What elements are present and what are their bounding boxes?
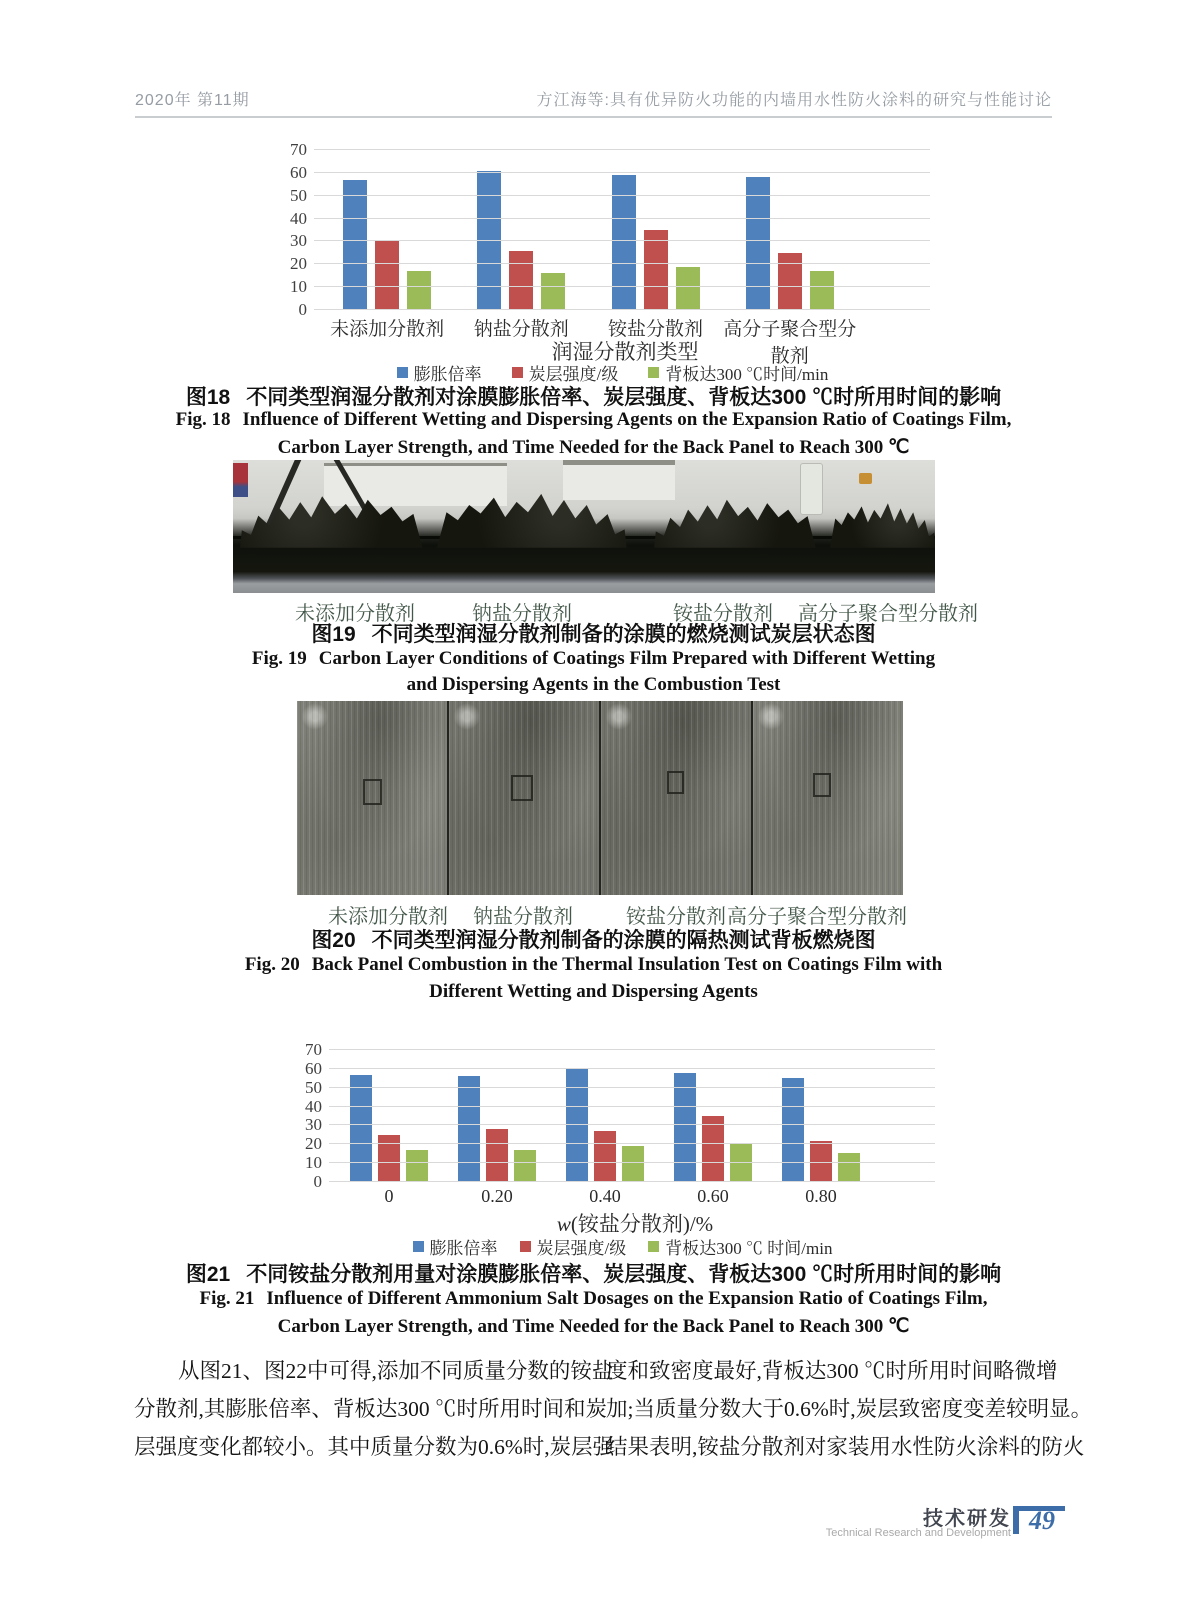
issue-label: 2020年 第11期	[135, 92, 250, 109]
bar	[622, 1146, 644, 1182]
legend-label: 背板达300 ℃时间/min	[665, 365, 829, 384]
lab-equipment-shape	[563, 460, 675, 500]
figure18-zh-title: 不同类型润湿分散剂对涂膜膨胀倍率、炭层强度、背板达300 ℃时所用时间的影响	[246, 386, 1002, 409]
figure21-en-label: Fig. 21	[199, 1288, 255, 1309]
sample-label: 高分子聚合型分散剂	[727, 906, 907, 928]
y-axis-tick-labels	[300, 1040, 328, 1191]
legend-label: 膨胀倍率	[413, 365, 482, 384]
figure21-en-line1: Influence of Different Ammonium Salt Dosages on the Expansion Ratio of Coatings Film,	[266, 1288, 988, 1309]
figure19-en-label: Fig. 19	[251, 648, 307, 669]
bar	[676, 267, 700, 310]
gridline	[314, 263, 930, 264]
figure18-caption-zh	[0, 381, 1187, 411]
figure18-caption-en2: Carbon Layer Strength, and Time Needed for the Back Panel to Reach 300 ℃	[277, 437, 910, 458]
bar	[594, 1131, 616, 1182]
y-tick-label: 60	[305, 1058, 322, 1078]
figure20-zh-title: 不同类型润湿分散剂制备的涂膜的隔热测试背板燃烧图	[371, 929, 876, 952]
legend-label: 膨胀倍率	[429, 1239, 498, 1258]
y-tick-label: 40	[305, 1096, 322, 1116]
figure19-zh-title: 不同类型润湿分散剂制备的涂膜的燃烧测试炭层状态图	[371, 623, 876, 646]
bottle-shape	[800, 463, 823, 516]
figure20-zh-label: 图20	[311, 929, 356, 952]
legend-swatch	[397, 367, 408, 378]
bar	[778, 253, 802, 310]
gridline	[314, 218, 930, 219]
gridline	[314, 309, 930, 310]
char-layer-sample	[654, 493, 815, 548]
bar	[838, 1153, 860, 1182]
figure19-caption-en2: and Dispersing Agents in the Combustion Test	[406, 674, 781, 695]
gridline	[329, 1143, 935, 1144]
legend-label: 炭层强度/级	[536, 1239, 627, 1258]
legend-swatch	[512, 367, 523, 378]
legend-label: 炭层强度/级	[528, 365, 619, 384]
bar	[782, 1078, 804, 1182]
chart-plot-area	[335, 1050, 935, 1182]
figure18-en-line1: Influence of Different Wetting and Dispersing Agents on the Expansion Ratio of Coatings Film,	[242, 409, 1012, 430]
y-tick-label: 0	[313, 1172, 322, 1191]
red-canister-shape	[233, 463, 248, 497]
figure20-en-label: Fig. 20	[244, 954, 300, 975]
bar	[810, 271, 834, 310]
gridline	[329, 1181, 935, 1182]
y-tick-label: 30	[290, 231, 307, 251]
bar	[514, 1150, 536, 1182]
x-tick-label: 未添加分散剂	[330, 319, 445, 340]
y-tick-label: 50	[305, 1077, 322, 1097]
bar	[674, 1073, 696, 1182]
y-tick-label: 40	[290, 208, 307, 228]
bar	[378, 1135, 400, 1182]
sample-mark	[363, 779, 382, 805]
figure18-zh-label: 图18	[185, 386, 231, 409]
figure21-caption-en1	[0, 1288, 1187, 1310]
char-layer-sample	[830, 497, 935, 548]
legend-swatch	[520, 1241, 531, 1252]
section-name-zh: 技术研发	[923, 1508, 1011, 1530]
gridline	[314, 149, 930, 150]
x-axis-title: w(铵盐分散剂)/%	[556, 1212, 714, 1236]
legend-item	[520, 1234, 627, 1259]
x-tick-label: 高分子聚合型分散剂	[723, 319, 857, 367]
figure19-en-line1: Carbon Layer Conditions of Coatings Film Prepared with Different Wetting	[318, 648, 936, 669]
page-footer	[0, 1494, 1187, 1554]
figure19-sample-labels	[233, 597, 978, 625]
back-panel-photo	[449, 701, 599, 895]
body-line: 从图21、图22中可得,添加不同质量分数的铵盐	[178, 1359, 614, 1383]
body-line: 层强度变化都较小。其中质量分数为0.6%时,炭层强	[134, 1435, 615, 1459]
gridline	[329, 1087, 935, 1088]
figure19-caption-zh	[0, 618, 1187, 648]
bar	[343, 180, 367, 310]
bar	[407, 271, 431, 310]
body-line: 加;当质量分数大于0.6%时,炭层致密度变差较明显。	[606, 1397, 1093, 1421]
body-text-left-column	[134, 1352, 615, 1466]
bar	[458, 1076, 480, 1182]
x-tick-label: 0.80	[805, 1186, 837, 1206]
x-tick-label: 0.40	[589, 1186, 621, 1206]
back-panel-photo	[601, 701, 751, 895]
orange-cap-shape	[859, 473, 872, 484]
bar	[541, 273, 565, 310]
bar	[644, 230, 668, 310]
figure19-caption-en1	[0, 648, 1187, 670]
section-name-en: Technical Research and Development	[825, 1527, 1011, 1539]
sample-label: 钠盐分散剂	[472, 603, 572, 625]
y-tick-label: 20	[290, 254, 307, 274]
y-tick-label: 50	[290, 185, 307, 205]
x-tick-label: 0.20	[481, 1186, 513, 1206]
y-tick-label: 30	[305, 1115, 322, 1135]
y-tick-label: 10	[290, 277, 307, 297]
legend-item	[648, 1234, 832, 1259]
figure21-caption-en2: Carbon Layer Strength, and Time Needed for the Back Panel to Reach 300 ℃	[277, 1316, 910, 1337]
legend-label: 背板达300 ℃ 时间/min	[665, 1239, 833, 1258]
gridline	[314, 172, 930, 173]
gridline	[329, 1068, 935, 1069]
chart-plot-area	[320, 150, 930, 310]
chart-legend	[300, 1234, 945, 1259]
gridline	[329, 1106, 935, 1107]
bar	[702, 1116, 724, 1182]
page-header	[135, 84, 1052, 118]
legend-swatch	[648, 1241, 659, 1252]
page-number: 49	[1029, 1506, 1055, 1535]
gridline	[314, 195, 930, 196]
y-tick-label: 20	[305, 1134, 322, 1154]
sample-label: 高分子聚合型分散剂	[798, 603, 978, 625]
sample-mark	[511, 775, 533, 801]
bar	[509, 251, 533, 310]
bar	[486, 1129, 508, 1182]
figure21-zh-title: 不同铵盐分散剂用量对涂膜膨胀倍率、炭层强度、背板达300 ℃时所用时间的影响	[246, 1263, 1002, 1286]
figure20-caption-en1	[0, 954, 1187, 976]
gridline	[329, 1049, 935, 1050]
figure18-bar-chart	[285, 142, 940, 382]
figure20-en-line1: Back Panel Combustion in the Thermal Insulation Test on Coatings Film with	[311, 954, 943, 975]
bar	[375, 241, 399, 310]
legend-swatch	[648, 367, 659, 378]
sample-mark	[813, 773, 831, 797]
body-line: 度和致密度最好,背板达300 ℃时所用时间略微增	[606, 1359, 1058, 1383]
x-axis-tick-labels	[335, 1186, 935, 1207]
figure20-photo	[297, 701, 903, 895]
figure21-zh-label: 图21	[185, 1263, 231, 1286]
legend-swatch	[413, 1241, 424, 1252]
x-axis-title: 润湿分散剂类型	[551, 340, 699, 364]
figure20-caption-zh	[0, 924, 1187, 954]
running-title: 方江海等:具有优异防火功能的内墙用水性防火涂料的研究与性能讨论	[536, 92, 1052, 109]
y-tick-label: 70	[290, 140, 307, 159]
body-line: 结果表明,铵盐分散剂对家装用水性防火涂料的防火	[606, 1435, 1085, 1459]
figure20-sample-labels	[233, 900, 953, 928]
sample-label: 铵盐分散剂	[626, 906, 726, 928]
x-tick-label: 铵盐分散剂	[608, 319, 704, 340]
gridline	[314, 240, 930, 241]
body-line: 分散剂,其膨胀倍率、背板达300 ℃时所用时间和炭	[134, 1397, 608, 1421]
legend-item	[413, 1234, 498, 1259]
sample-label: 钠盐分散剂	[473, 906, 573, 928]
figure21-caption-zh	[0, 1258, 1187, 1288]
y-tick-label: 60	[290, 162, 307, 182]
sample-label: 未添加分散剂	[328, 906, 448, 928]
x-tick-row	[335, 1186, 875, 1207]
y-tick-label: 10	[305, 1153, 322, 1173]
body-text-right-column	[606, 1352, 1093, 1466]
sample-label: 未添加分散剂	[295, 603, 415, 625]
x-tick-label: 0.60	[697, 1186, 729, 1206]
figure20-caption-en2: Different Wetting and Dispersing Agents	[429, 981, 758, 1002]
sample-mark	[667, 771, 684, 794]
figure21-bar-chart	[300, 1042, 945, 1257]
y-tick-label: 0	[298, 300, 307, 319]
figure18-caption-en1	[0, 409, 1187, 431]
bar	[350, 1075, 372, 1182]
gridline	[329, 1162, 935, 1163]
x-tick-label: 钠盐分散剂	[473, 319, 569, 340]
bar	[406, 1150, 428, 1182]
footer-accent-bar-vertical	[1013, 1506, 1019, 1534]
bar	[746, 177, 770, 310]
back-panel-photo	[753, 701, 903, 895]
figure18-en-label: Fig. 18	[175, 409, 231, 430]
sample-label: 铵盐分散剂	[673, 603, 773, 625]
gridline	[314, 286, 930, 287]
back-panel-photo	[297, 701, 447, 895]
y-axis-tick-labels	[285, 140, 313, 319]
gridline	[329, 1124, 935, 1125]
x-tick-label: 0	[384, 1186, 394, 1206]
figure19-zh-label: 图19	[311, 623, 356, 646]
y-tick-label: 70	[305, 1040, 322, 1059]
figure19-photo	[233, 460, 935, 593]
